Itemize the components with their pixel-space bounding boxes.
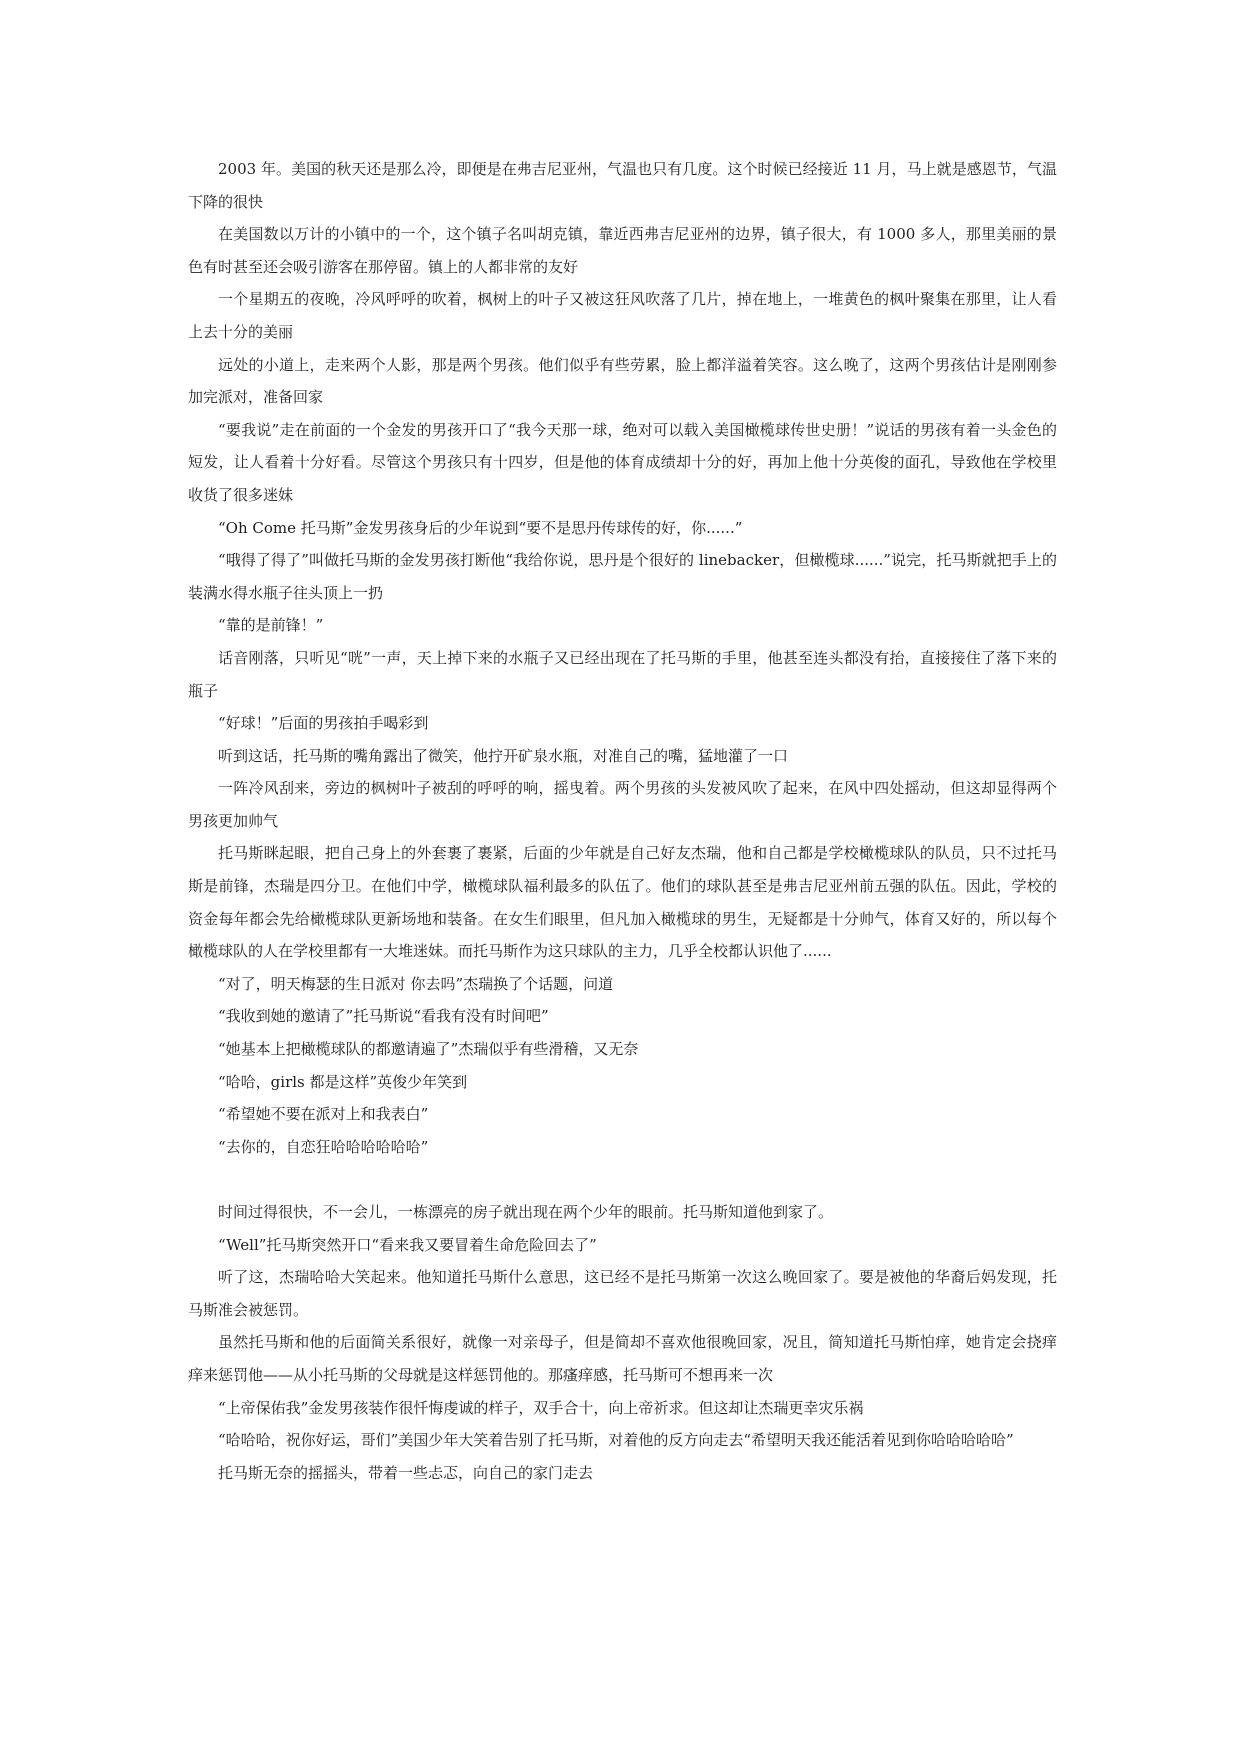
- paragraph: 一个星期五的夜晚，冷风呼呼的吹着，枫树上的叶子又被这狂风吹落了几片，掉在地上，一堆黄色的枫叶聚集在那里，让人看上去十分的美丽: [188, 290, 1057, 341]
- paragraph: “Oh Come 托马斯”金发男孩身后的少年说到“要不是思丹传球传的好，你......”: [218, 518, 743, 537]
- paragraph: “希望她不要在派对上和我表白”: [218, 1105, 429, 1124]
- paragraph: 2003 年。美国的秋天还是那么冷，即便是在弗吉尼亚州，气温也只有几度。这个时候已经接近 11 月，马上就是感恩节，气温下降的很快: [188, 160, 1057, 211]
- paragraph: “哈哈，girls 都是这样”英俊少年笑到: [218, 1072, 468, 1091]
- paragraph: “我收到她的邀请了”托马斯说“看我有没有时间吧”: [218, 1007, 549, 1026]
- paragraph: 话音刚落，只听见“咣”一声，天上掉下来的水瓶子又已经出现在了托马斯的手里，他甚至连头都没有抬，直接接住了落下来的瓶子: [188, 648, 1057, 700]
- paragraph: “靠的是前锋！”: [218, 616, 324, 635]
- paragraph: “Well”托马斯突然开口“看来我又要冒着生命危险回去了”: [218, 1235, 597, 1254]
- paragraph: 虽然托马斯和他的后面简关系很好，就像一对亲母子，但是简却不喜欢他很晚回家，况且，简知道托马斯怕痒，她肯定会挠痒痒来惩罚他——从小托马斯的父母就是这样惩罚他的。那瘙痒感，托马斯可不想再来一次: [188, 1333, 1057, 1384]
- paragraph: 一阵冷风刮来，旁边的枫树叶子被刮的呼呼的响，摇曳着。两个男孩的头发被风吹了起来，在风中四处摇动，但这却显得两个男孩更加帅气: [188, 779, 1057, 830]
- paragraph: 远处的小道上，走来两个人影，那是两个男孩。他们似乎有些劳累，脸上都洋溢着笑容。这么晚了，这两个男孩估计是刚刚参加完派对，准备回家: [188, 355, 1057, 407]
- paragraph: 在美国数以万计的小镇中的一个，这个镇子名叫胡克镇，靠近西弗吉尼亚州的边界，镇子很大，有 1000 多人，那里美丽的景色有时甚至还会吸引游客在那停留。镇上的人都非常的友好: [188, 225, 1057, 276]
- paragraph: “对了，明天梅瑟的生日派对 你去吗”杰瑞换了个话题，问道: [218, 974, 614, 993]
- section-break: [188, 1163, 1057, 1196]
- paragraph: “她基本上把橄榄球队的都邀请遍了”杰瑞似乎有些滑稽，又无奈: [218, 1040, 639, 1059]
- paragraph: “要我说”走在前面的一个金发的男孩开口了“我今天那一球，绝对可以载入美国橄榄球传世史册！”说话的男孩有着一头金色的短发，让人看着十分好看。尽管这个男孩只有十四岁，但是他的体育成绩却十分的好，再加上他十分英俊的面孔，导致他在学校里收货了很多迷妹: [188, 420, 1057, 504]
- paragraph: 时间过得很快，不一会儿，一栋漂亮的房子就出现在两个少年的眼前。托马斯知道他到家了。: [218, 1203, 834, 1221]
- paragraph: 托马斯无奈的摇摇头，带着一些忐忑，向自己的家门走去: [218, 1463, 594, 1482]
- story-text: [188, 153, 1057, 1489]
- paragraph: 听到这话，托马斯的嘴角露出了微笑，他拧开矿泉水瓶，对准自己的嘴，猛地灌了一口: [218, 746, 789, 765]
- paragraph: “去你的，自恋狂哈哈哈哈哈哈”: [218, 1137, 429, 1156]
- paragraph: “上帝保佑我”金发男孩装作很忏悔虔诚的样子，双手合十，向上帝祈求。但这却让杰瑞更幸灾乐祸: [218, 1398, 864, 1417]
- paragraph: “哦得了得了”叫做托马斯的金发男孩打断他“我给你说，思丹是个很好的 linebacker，但橄榄球......”说完，托马斯就把手上的装满水得水瓶子往头顶上一扔: [188, 551, 1057, 602]
- paragraph: 托马斯眯起眼，把自己身上的外套裹了裹紧，后面的少年就是自己好友杰瑞，他和自己都是学校橄榄球队的队员，只不过托马斯是前锋，杰瑞是四分卫。在他们中学，橄榄球队福利最多的队伍了。他们的球队甚至是弗吉尼亚州前五强的队伍。因此，学校的资金每年都会先给橄榄球队更新场地和装备。在女生们眼里，但凡加入橄榄球的男生，无疑都是十分帅气，体育又好的，所以每个橄榄球队的人在学校里都有一大堆迷妹。而托马斯作为这只球队的主力，几乎全校都认识他了......: [188, 844, 1057, 961]
- paragraph: 听了这，杰瑞哈哈大笑起来。他知道托马斯什么意思，这已经不是托马斯第一次这么晚回家了。要是被他的华裔后妈发现，托马斯准会被惩罚。: [188, 1268, 1057, 1319]
- paragraph: “好球！”后面的男孩拍手喝彩到: [218, 714, 429, 733]
- paragraph: “哈哈哈，祝你好运，哥们”美国少年大笑着告别了托马斯，对着他的反方向走去“希望明天我还能活着见到你哈哈哈哈哈”: [218, 1431, 1014, 1450]
